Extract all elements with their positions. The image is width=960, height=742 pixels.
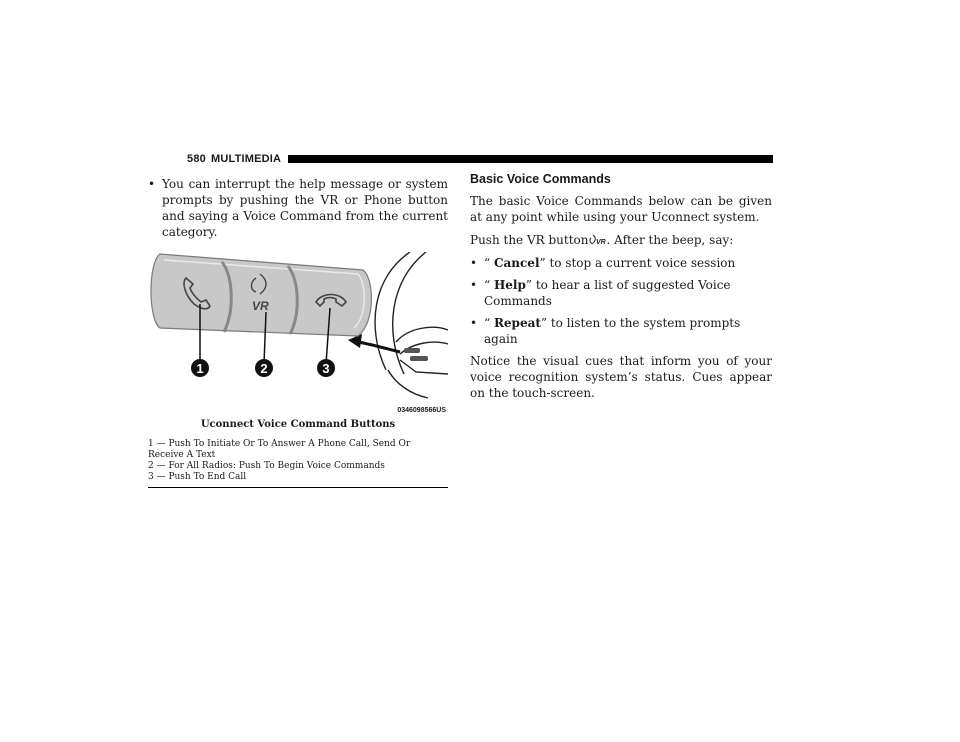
svg-text:VR: VR — [595, 239, 606, 245]
right-column — [470, 172, 772, 408]
bullet-dot: • — [470, 278, 478, 292]
intro-paragraph: The basic Voice Commands below can be given at any point while using your Uconnect system. — [470, 194, 772, 224]
section-title: MULTIMEDIA — [210, 153, 282, 165]
page-header — [187, 152, 773, 166]
vr-button-icon — [589, 233, 607, 249]
push-text-after: . After the beep, say: — [606, 233, 734, 247]
header-rule — [288, 155, 773, 163]
callout-3: 3 — [322, 361, 330, 376]
command-description: ” to hear a list of suggested Voice Commands — [484, 278, 731, 308]
bullet-dot: • — [470, 256, 478, 270]
command-name: Cancel — [493, 256, 540, 270]
bullet-item — [148, 176, 448, 240]
figure-code: 0346098566US — [397, 407, 446, 414]
command-description: ” to stop a current voice session — [539, 256, 736, 270]
legend-item-3: 3 — Push To End Call — [148, 472, 247, 482]
command-description: ” to listen to the system prompts again — [484, 316, 741, 346]
push-text-before: Push the VR button — [470, 233, 589, 247]
command-item — [470, 315, 772, 347]
command-open-quote: “ — [484, 278, 494, 292]
section-heading: Basic Voice Commands — [470, 172, 611, 186]
bullet-text: You can interrupt the help message or system prompts by pushing the VR or Phone button and saying a Voice Command from the current category. — [162, 177, 448, 239]
command-item — [470, 255, 772, 271]
bullet-dot: • — [148, 177, 156, 191]
command-open-quote: “ — [484, 256, 494, 270]
figure-legend — [148, 439, 448, 488]
callout-1: 1 — [196, 361, 204, 376]
figure-caption: Uconnect Voice Command Buttons — [200, 419, 396, 430]
command-item — [470, 277, 772, 309]
svg-text:VR: VR — [252, 299, 269, 313]
callout-2: 2 — [260, 361, 268, 376]
legend-item-1: 1 — Push To Initiate Or To Answer A Phone Call, Send Or Receive A Text — [148, 439, 411, 460]
page-number: 580 — [187, 153, 206, 165]
command-name: Repeat — [493, 316, 541, 330]
command-open-quote: “ — [484, 316, 494, 330]
notice-paragraph: Notice the visual cues that inform you of your voice recognition system’s status. Cues appear on the touch-screen. — [470, 354, 772, 400]
push-instruction — [470, 232, 772, 249]
left-column — [148, 176, 448, 488]
legend-item-2: 2 — For All Radios: Push To Begin Voice Commands — [148, 461, 385, 471]
bullet-dot: • — [470, 316, 478, 330]
steering-wheel-illustration — [148, 252, 448, 416]
voice-buttons-figure — [148, 252, 448, 416]
command-name: Help — [493, 278, 526, 292]
